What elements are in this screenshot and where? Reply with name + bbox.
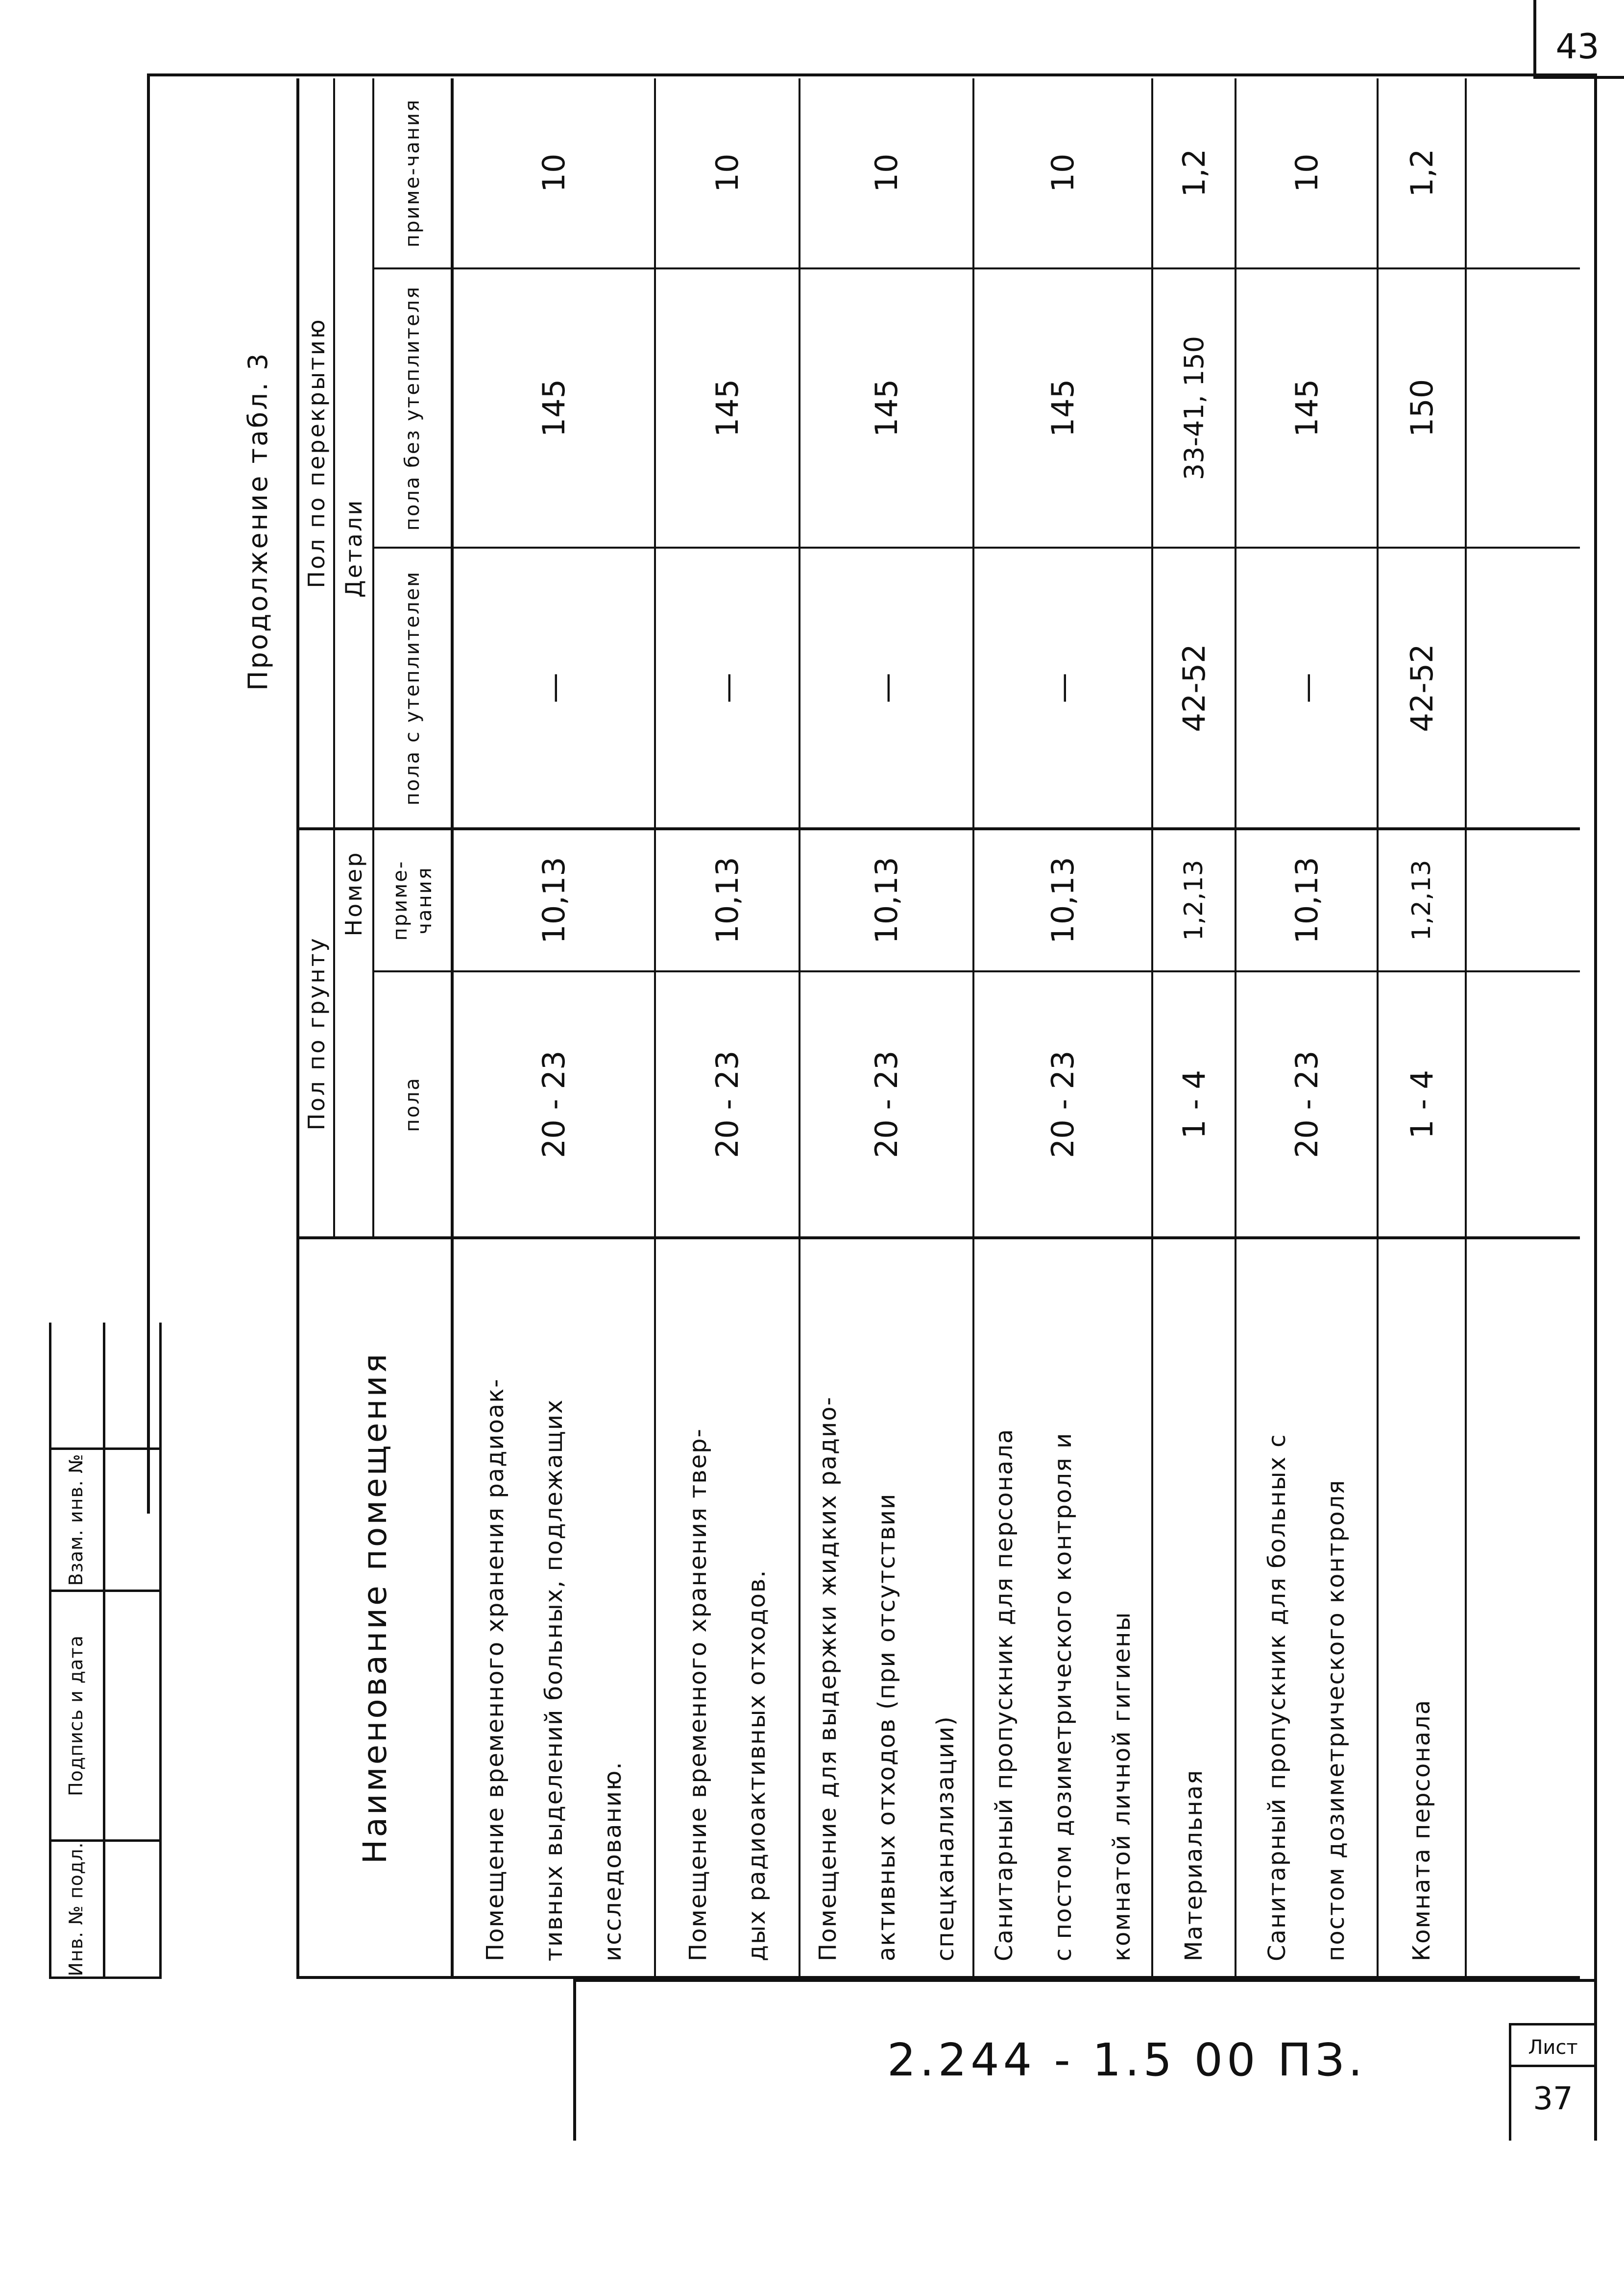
slab-notes-value: 10: [536, 153, 572, 193]
table-row-name: [800, 1239, 972, 1976]
slab-notes-value: 10: [869, 153, 904, 193]
table-row-name: [656, 1239, 799, 1976]
stamp-sep-1: [49, 1977, 162, 1979]
row-sep-7: [1465, 78, 1467, 1979]
table-row-name: [1153, 1239, 1235, 1976]
sheet-label: Лист: [1528, 2036, 1578, 2059]
stamp-border-bottom: [159, 1323, 162, 1979]
row-name-line: Комната персонала: [1408, 1699, 1435, 1961]
header-ground-floor: Пол по грунту: [303, 936, 330, 1131]
header-col-without-insulation: пола без утеплителя: [401, 285, 424, 531]
stamp-label-vzam-inv: Взам. инв. №: [65, 1453, 87, 1586]
with-insulation-value: —: [869, 673, 904, 703]
ground-floor-value: 20 - 23: [536, 1050, 572, 1158]
row-name-line: дых радиоактивных отходов.: [743, 1569, 771, 1961]
header-details: Детали: [340, 498, 367, 598]
with-insulation-value: —: [709, 673, 745, 703]
table-row-name: [454, 1239, 654, 1976]
table-row-name: [1236, 1239, 1377, 1976]
ground-floor-value: 20 - 23: [869, 1050, 904, 1158]
header-col-with-insulation: пола с утеплителем: [401, 570, 424, 806]
page-number-border-left: [1533, 0, 1536, 78]
ground-floor-value: 20 - 23: [1045, 1050, 1081, 1158]
frame-top: [147, 73, 1597, 76]
with-insulation-value: —: [1288, 673, 1325, 703]
ground-notes-value: 10,13: [1045, 857, 1081, 944]
ground-notes-value: 10,13: [536, 857, 572, 944]
document-code: 2.244 - 1.5 00 ПЗ.: [887, 2033, 1367, 2086]
ground-floor-value: 20 - 23: [709, 1050, 745, 1158]
without-insulation-value: 145: [1288, 379, 1325, 437]
titleblock-top: [573, 1979, 1597, 1982]
frame-right: [1594, 73, 1597, 2141]
slab-notes-value: 10: [1288, 153, 1325, 193]
sheet-number: 37: [1533, 2081, 1573, 2117]
with-insulation-value: —: [536, 673, 572, 703]
header-col-slab-notes: приме-чания: [401, 98, 424, 248]
frame-left-upper: [147, 73, 150, 1514]
row-name-line: Помещение временного хранения твер-: [684, 1428, 712, 1961]
stamp-label-inv-podl: Инв. № подл.: [65, 1842, 87, 1977]
with-insulation-value: —: [1045, 673, 1081, 703]
row-name-line: Помещение для выдержки жидких радио-: [814, 1396, 842, 1961]
ground-notes-value: 1,2,13: [1407, 860, 1436, 941]
ground-notes-value: 10,13: [1288, 857, 1325, 944]
row-name-line: Санитарный пропускник для персонала: [990, 1428, 1018, 1961]
row-name-line: Санитарный пропускник для больных с: [1263, 1433, 1291, 1961]
slab-notes-value: 10: [709, 153, 745, 193]
table-row-name: [1379, 1239, 1465, 1976]
ground-floor-value: 20 - 23: [1288, 1050, 1325, 1158]
row-name-line: спецканализации): [931, 1715, 959, 1961]
without-insulation-value: 145: [709, 379, 745, 437]
ground-floor-value: 1 - 4: [1404, 1070, 1440, 1139]
without-insulation-value: 145: [1045, 379, 1081, 437]
rotated-table-sheet: [228, 78, 1580, 1979]
header-number: Номер: [340, 850, 367, 937]
ground-notes-value: 1,2,13: [1179, 860, 1209, 941]
ground-floor-value: 1 - 4: [1176, 1070, 1212, 1139]
with-insulation-value: 42-52: [1176, 644, 1212, 732]
without-insulation-value: 150: [1404, 379, 1440, 437]
titleblock-sheet-top: [1509, 2023, 1597, 2025]
table-row-name: [974, 1239, 1151, 1976]
row-name-line: постом дозиметрического контроля: [1322, 1479, 1350, 1961]
slab-notes-value: 1,2: [1176, 148, 1212, 197]
titleblock-left: [573, 1979, 576, 2141]
titleblock-sheet-hsep: [1509, 2065, 1597, 2067]
row-name-line: активных отходов (при отсутствии: [873, 1493, 900, 1961]
stamp-label-signature-date: Подпись и дата: [65, 1635, 87, 1796]
slab-notes-value: 10: [1045, 153, 1081, 193]
continuation-title: Продолжение табл. 3: [242, 351, 273, 691]
row-name-line: исследованию.: [599, 1761, 627, 1961]
header-col-floor: пола: [401, 1077, 424, 1132]
row-name-line: тивных выделений больных, подлежащих: [540, 1398, 568, 1961]
without-insulation-value: 145: [536, 379, 572, 437]
ground-notes-value: 10,13: [869, 857, 904, 944]
header-name-column: Наименование помещения: [356, 1351, 394, 1864]
page-number: 43: [1555, 26, 1600, 67]
row-name-line: Материальная: [1180, 1769, 1208, 1961]
without-insulation-value: 145: [869, 379, 904, 437]
stamp-border-mid: [103, 1323, 105, 1979]
row-name-line: Помещение временного хранения радиоак-: [481, 1378, 509, 1961]
without-insulation-value: 33-41, 150: [1178, 336, 1210, 481]
header-col-ground-notes: приме-чания: [389, 860, 436, 941]
left-stamp-strip: [49, 1323, 162, 1979]
with-insulation-value: 42-52: [1404, 644, 1440, 732]
row-name-line: комнатой личной гигиены: [1108, 1611, 1136, 1961]
row-name-line: с постом дозиметрического контроля и: [1049, 1432, 1077, 1961]
slab-notes-value: 1,2: [1404, 148, 1440, 197]
header-slab-floor: Пол по перекрытию: [303, 317, 330, 588]
ground-notes-value: 10,13: [709, 857, 745, 944]
